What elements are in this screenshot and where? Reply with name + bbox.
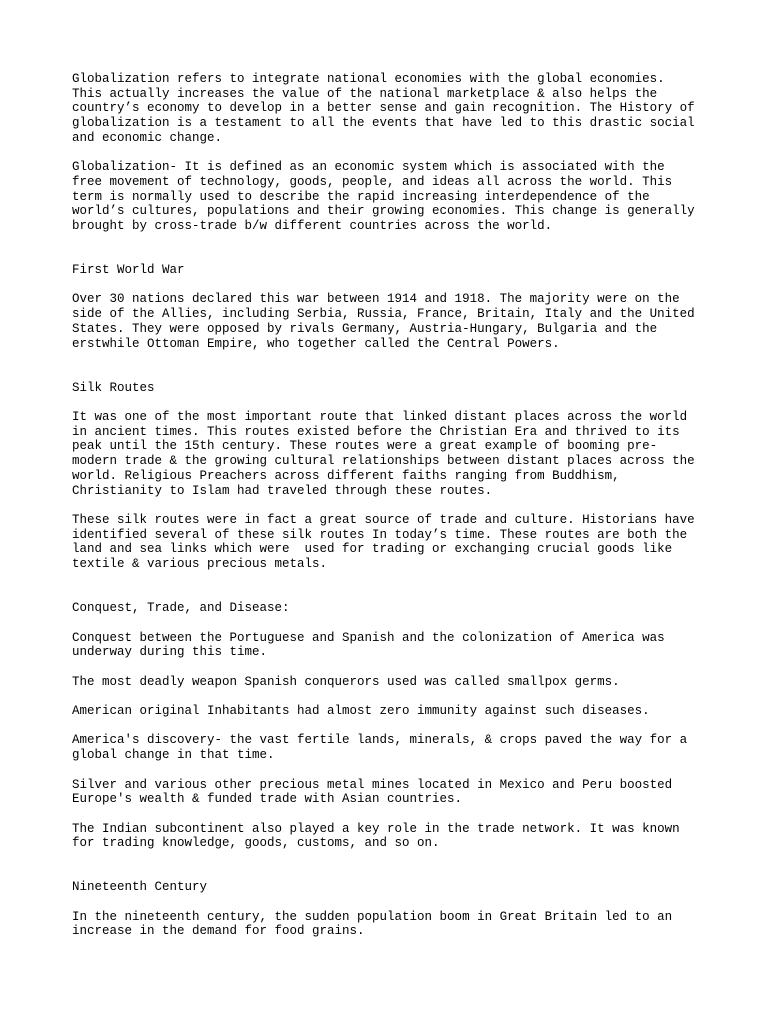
heading-conquest-trade-disease: Conquest, Trade, and Disease:	[72, 601, 290, 616]
heading-nineteenth-century: Nineteenth Century	[72, 880, 208, 895]
paragraph-conquest-3: American original Inhabitants had almost zero immunity against such diseases.	[72, 704, 650, 719]
spacer	[72, 586, 712, 601]
paragraph-globalization-definition: Globalization- It is defined as an economic system which is associated with the free movement of technology, goods, people, and ideas all across the world. This term is normally used to describe the rapid increasing interdependence of the world’s cultures, populations and their growing economies. This change is generally brought by cross-trade b/w different countries across the world.	[72, 160, 695, 234]
paragraph-first-world-war: Over 30 nations declared this war between 1914 and 1918. The majority were on the side of the Allies, including Serbia, Russia, France, Britain, Italy and the United States. They were opposed by rivals Germany, Austria-Hungary, Bulgaria and the erstwhile Ottoman Empire, who together called the Central Powers.	[72, 292, 695, 351]
document-page	[72, 72, 712, 954]
spacer	[72, 248, 712, 263]
paragraph-conquest-6: The Indian subcontinent also played a key role in the trade network. It was known for trading knowledge, goods, customs, and so on.	[72, 821, 680, 851]
paragraph-conquest-2: The most deadly weapon Spanish conquerors used was called smallpox germs.	[72, 674, 620, 689]
paragraph-conquest-5: Silver and various other precious metal mines located in Mexico and Peru boosted Europe's wealth & funded trade with Asian countries.	[72, 777, 673, 807]
spacer	[72, 866, 712, 881]
paragraph-conquest-4: America's discovery- the vast fertile lands, minerals, & crops paved the way for a global change in that time.	[72, 733, 688, 763]
paragraph-silk-routes-2: These silk routes were in fact a great source of trade and culture. Historians have identified several of these silk routes In today’s time. These routes are both the land and sea links which were used for trading or exchanging crucial goods like textile & various precious metals.	[72, 512, 695, 572]
heading-first-world-war: First World War	[72, 263, 185, 278]
paragraph-globalization-intro: Globalization refers to integrate national economies with the global economies. This actually increases the value of the national marketplace & also helps the country’s economy to develop in a better sense and gain recognition. The History of globalization is a testament to all the events that have led to this drastic social and economic change.	[72, 72, 695, 145]
paragraph-silk-routes-1: It was one of the most important route that linked distant places across the world in ancient times. This routes existed before the Christian Era and thrived to its peak until the 15th century. These routes were a great example of booming pre- modern trade & the growing cultural relationships between distant places across the world. Religious Preachers across different faiths ranging from Buddhism, Christianity to Islam had traveled through these routes.	[72, 410, 695, 498]
spacer	[72, 366, 712, 381]
paragraph-conquest-1: Conquest between the Portuguese and Spanish and the colonization of America was underway during this time.	[72, 630, 665, 660]
heading-silk-routes: Silk Routes	[72, 380, 155, 395]
paragraph-nineteenth-century: In the nineteenth century, the sudden population boom in Great Britain led to an increase in the demand for food grains.	[72, 909, 673, 939]
